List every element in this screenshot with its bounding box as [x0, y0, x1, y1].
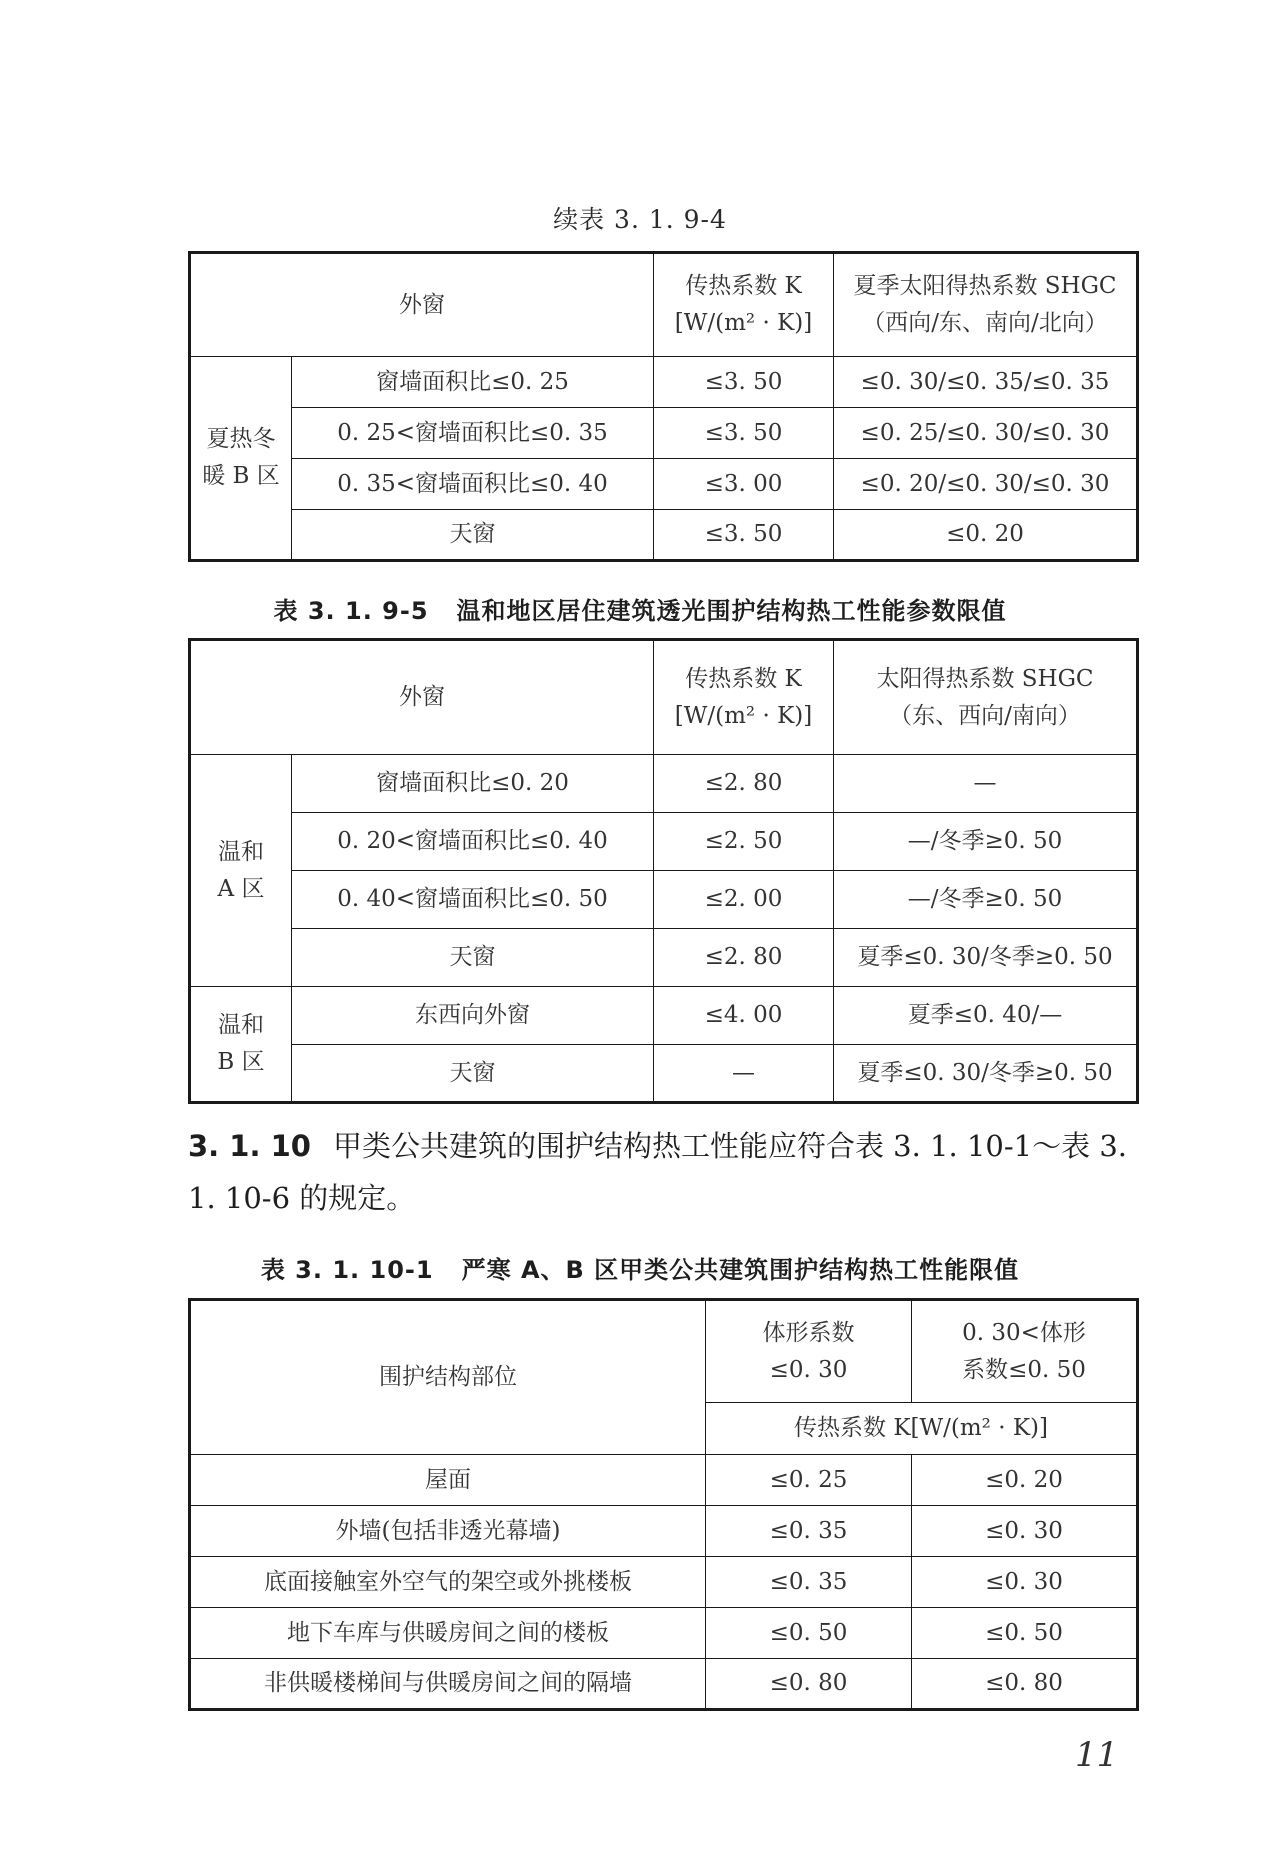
header-part: 围护结构部位 — [190, 1300, 706, 1455]
row-value-b: ≤0. 30 — [912, 1506, 1138, 1557]
header-shgc: 太阳得热系数 SHGC （东、西向/南向） — [834, 640, 1138, 755]
row-label: 底面接触室外空气的架空或外挑楼板 — [190, 1557, 706, 1608]
row-label: 外墙(包括非透光幕墙) — [190, 1506, 706, 1557]
row-shgc: ≤0. 20 — [834, 510, 1138, 561]
row-k: — — [654, 1045, 834, 1103]
row-shgc: ≤0. 25/≤0. 30/≤0. 30 — [834, 408, 1138, 459]
row-shgc: —/冬季≥0. 50 — [834, 871, 1138, 929]
row-k: ≤3. 50 — [654, 357, 834, 408]
page-number: 11 — [1075, 1735, 1119, 1775]
header-shape-coef-2: 0. 30<体形 系数≤0. 50 — [912, 1300, 1138, 1403]
row-k: ≤2. 50 — [654, 813, 834, 871]
row-shgc: — — [834, 755, 1138, 813]
row-k: ≤2. 80 — [654, 755, 834, 813]
caption-title: 温和地区居住建筑透光围护结构热工性能参数限值 — [456, 597, 1007, 625]
caption-title: 严寒 A、B 区甲类公共建筑围护结构热工性能限值 — [461, 1256, 1020, 1284]
header-shgc: 夏季太阳得热系数 SHGC （西向/东、南向/北向） — [834, 253, 1138, 357]
row-k: ≤3. 50 — [654, 408, 834, 459]
row-label: 屋面 — [190, 1455, 706, 1506]
row-k: ≤3. 00 — [654, 459, 834, 510]
row-value-b: ≤0. 20 — [912, 1455, 1138, 1506]
header-shape-coef-1: 体形系数 ≤0. 30 — [706, 1300, 912, 1403]
clause-number: 3. 1. 10 — [188, 1129, 311, 1163]
header-k: 传热系数 K [W/(m² · K)] — [654, 640, 834, 755]
row-value-a: ≤0. 80 — [706, 1659, 912, 1710]
row-value-b: ≤0. 50 — [912, 1608, 1138, 1659]
row-label: 0. 25<窗墙面积比≤0. 35 — [292, 408, 654, 459]
row-k: ≤2. 80 — [654, 929, 834, 987]
row-label: 天窗 — [292, 929, 654, 987]
row-label: 窗墙面积比≤0. 25 — [292, 357, 654, 408]
table-caption-3-1-9-5 — [0, 591, 1280, 626]
zone-cell: 夏热冬 暖 B 区 — [190, 357, 292, 561]
row-shgc: 夏季≤0. 30/冬季≥0. 50 — [834, 1045, 1138, 1103]
zone-cell-a: 温和 A 区 — [190, 755, 292, 987]
row-shgc: ≤0. 20/≤0. 30/≤0. 30 — [834, 459, 1138, 510]
row-label: 0. 20<窗墙面积比≤0. 40 — [292, 813, 654, 871]
row-value-a: ≤0. 50 — [706, 1608, 912, 1659]
row-value-a: ≤0. 25 — [706, 1455, 912, 1506]
row-value-a: ≤0. 35 — [706, 1557, 912, 1608]
zone-cell-b: 温和 B 区 — [190, 987, 292, 1103]
row-label: 0. 35<窗墙面积比≤0. 40 — [292, 459, 654, 510]
row-k: ≤2. 00 — [654, 871, 834, 929]
row-label: 非供暖楼梯间与供暖房间之间的隔墙 — [190, 1659, 706, 1710]
row-value-b: ≤0. 30 — [912, 1557, 1138, 1608]
row-label: 天窗 — [292, 1045, 654, 1103]
header-k: 传热系数 K[W/(m² · K)] — [706, 1403, 1138, 1455]
clause-text: 甲类公共建筑的围护结构热工性能应符合表 3. 1. 10-1～表 3. 1. 10-6 的规定。 — [188, 1129, 1127, 1215]
table-3-1-9-5 — [188, 638, 1139, 1104]
row-label: 东西向外窗 — [292, 987, 654, 1045]
row-value-a: ≤0. 35 — [706, 1506, 912, 1557]
row-label: 地下车库与供暖房间之间的楼板 — [190, 1608, 706, 1659]
row-k: ≤4. 00 — [654, 987, 834, 1045]
header-window: 外窗 — [190, 253, 654, 357]
row-shgc: —/冬季≥0. 50 — [834, 813, 1138, 871]
table-caption-3-1-10-1 — [0, 1250, 1280, 1285]
caption-number: 表 3. 1. 10-1 — [260, 1256, 434, 1284]
row-k: ≤3. 50 — [654, 510, 834, 561]
header-window: 外窗 — [190, 640, 654, 755]
row-value-b: ≤0. 80 — [912, 1659, 1138, 1710]
row-label: 天窗 — [292, 510, 654, 561]
row-shgc: 夏季≤0. 40/— — [834, 987, 1138, 1045]
header-k: 传热系数 K [W/(m² · K)] — [654, 253, 834, 357]
clause-3-1-10 — [188, 1120, 1136, 1224]
row-label: 窗墙面积比≤0. 20 — [292, 755, 654, 813]
row-shgc: ≤0. 30/≤0. 35/≤0. 35 — [834, 357, 1138, 408]
row-shgc: 夏季≤0. 30/冬季≥0. 50 — [834, 929, 1138, 987]
table-3-1-10-1 — [188, 1298, 1139, 1711]
table-3-1-9-4-continued — [188, 251, 1139, 562]
row-label: 0. 40<窗墙面积比≤0. 50 — [292, 871, 654, 929]
caption-number: 表 3. 1. 9-5 — [273, 597, 429, 625]
table-caption-continued: 续表 3. 1. 9-4 — [553, 205, 727, 234]
